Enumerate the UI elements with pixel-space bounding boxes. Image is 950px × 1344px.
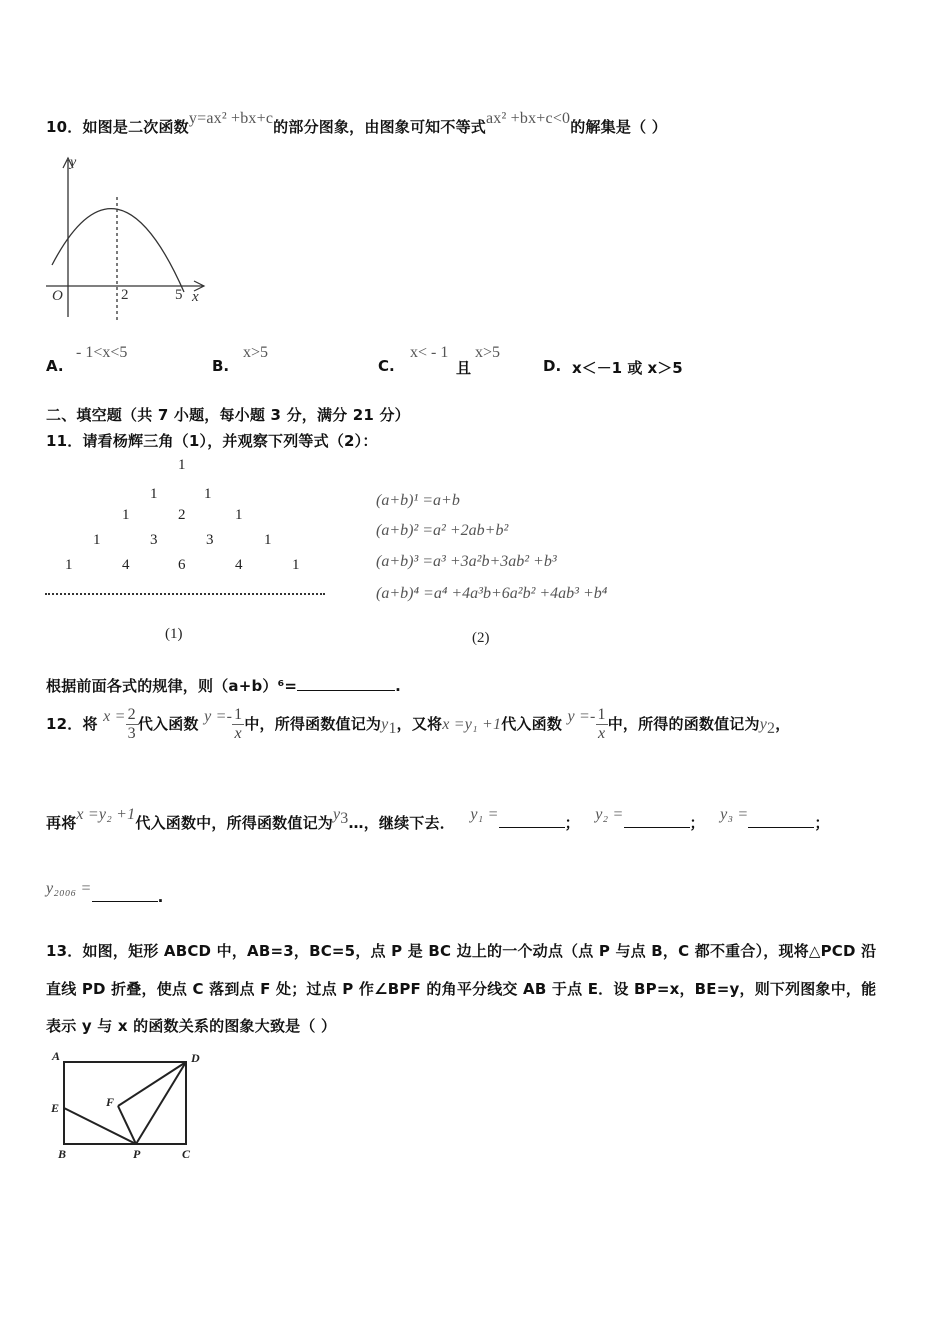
triangle-cell: 3 [150,532,158,548]
svg-text:A: A [52,1049,61,1063]
svg-text:O: O [52,288,63,304]
q11-question-text: 根据前面各式的规律，则（a+b）⁶= [46,677,298,695]
subscript: 2 [767,720,776,737]
q12-number: 12． [46,715,83,733]
math-substitution: x =y₁ +1 [442,716,502,733]
triangle-cell: 1 [178,457,186,473]
answer-y2-label: y₂ = [595,806,624,823]
q11-answer-blank[interactable] [297,690,395,691]
triangle-cell: 4 [122,557,130,573]
equation-line: (a+b)² =a² +2ab+b² [376,522,509,539]
q13-line1: 13．如图，矩形 ABCD 中，AB=3，BC=5，点 P 是 BC 边上的一个动点（点 P 与点 B，C 都不重合），现将△PCD 沿 [46,942,877,960]
q10-option-a-value: - 1<x<5 [76,344,128,361]
svg-text:5: 5 [175,287,183,303]
math-substitution: x =y₂ +1 [76,806,136,823]
triangle-cell: 1 [204,486,212,502]
triangle-cell: 1 [65,557,73,573]
triangle-cell: 1 [93,532,101,548]
q10-option-b-value: x>5 [243,344,269,361]
equation-line: (a+b)³ =a³ +3a²b+3ab² +b³ [376,553,557,570]
svg-text:C: C [182,1147,191,1161]
fraction-two-thirds: $\frac{2}{3}$ [127,706,136,742]
q10-parabola-graph [44,152,214,322]
q10-text: 的解集是（ ） [570,118,667,136]
svg-text:B: B [58,1147,67,1161]
q13-line3: 表示 y 与 x 的函数关系的图象大致是（ ） [46,1017,337,1035]
svg-text:F: F [106,1095,115,1109]
triangle-cell: 3 [206,532,214,548]
math-y-eq: y =- [567,708,596,725]
q11-text: 请看杨辉三角（1），并观察下列等式（2）： [82,432,378,450]
q12-text: ， [775,715,791,733]
q10-text: 如图是二次函数 [82,118,189,136]
q12-line2 [46,806,830,837]
q12-line3 [46,880,164,907]
answer-y2006-blank[interactable] [92,901,158,902]
answer-y1-label: y₁ = [470,806,499,823]
semicolon: ； [564,814,580,832]
svg-text:2: 2 [121,287,129,303]
triangle-cell: 6 [178,557,186,573]
q12-text: 中，所得的函数值记为 [607,715,760,733]
math-y3: y [332,806,341,823]
q10-option-d-value: x＜－1 或 x＞5 [572,359,683,377]
q10-option-b-label[interactable]: B. [212,357,230,375]
math-y-eq: y =- [204,708,233,725]
q10-option-c-value-b: x>5 [475,344,501,361]
triangle-cell: 1 [292,557,300,573]
answer-y2006-label: y₂₀₀₆ = [46,880,92,897]
q12-text: …，继续下去． [348,814,455,832]
q12-line1 [46,706,790,743]
q11-stem [46,430,378,451]
q10-function: y=ax² +bx+c [188,110,274,127]
answer-y1-blank[interactable] [499,827,565,828]
q10-option-c-label[interactable]: C. [378,357,395,375]
section-heading: 二、填空题（共 7 小题，每小题 3 分，满分 21 分） [46,406,410,424]
fraction-one-over-x: $\frac{1}{x}$ [597,706,606,742]
q12-text: 中，所得函数值记为 [244,715,382,733]
answer-y3-label: y₃ = [720,806,749,823]
answer-y3-blank[interactable] [748,827,814,828]
q10-option-d-label[interactable]: D. [543,357,562,375]
q10-option-a-label[interactable]: A. [46,357,64,375]
math-y1: y [381,716,389,733]
answer-y2-blank[interactable] [624,827,690,828]
q12-text: 将 [82,715,98,733]
q10-stem [46,110,667,137]
q10-option-c-joiner: 且 [456,359,472,377]
triangle-cell: 1 [264,532,272,548]
period: . [157,888,164,906]
q11-question [46,675,401,696]
triangle-cell: 2 [178,507,186,523]
math-x-eq: x = [103,708,126,725]
period: . [395,677,402,695]
subscript: 3 [340,810,349,827]
triangle-continuation-dots [45,593,325,595]
triangle-caption: (1) [165,626,183,642]
q10-inequality: ax² +bx+c<0 [485,110,571,127]
equation-line: (a+b)¹ =a+b [376,492,460,509]
q12-text: 代入函数中，所得函数值记为 [135,814,333,832]
subscript: 1 [388,720,397,737]
q10-option-c-value-a: x< - 1 [410,344,449,361]
q12-text: ，又将 [396,715,443,733]
triangle-cell: 1 [122,507,130,523]
q10-text: 的部分图象，由图象可知不等式 [273,118,486,136]
svg-text:y: y [70,155,77,170]
q10-number: 10． [46,118,83,136]
svg-text:P: P [133,1147,141,1161]
triangle-cell: 1 [150,486,158,502]
svg-text:D: D [191,1051,200,1065]
svg-text:E: E [51,1101,60,1115]
q13-line2: 直线 PD 折叠，使点 C 落到点 F 处；过点 P 作∠BPF 的角平分线交 AB 于点 E．设 BP=x，BE=y，则下列图象中，能 [46,980,877,998]
q12-text: 再将 [46,814,77,832]
svg-text:x: x [192,289,199,305]
triangle-cell: 1 [235,507,243,523]
semicolon: ； [689,814,705,832]
semicolon: ； [814,814,830,832]
q12-text: 代入函数 [501,715,563,733]
triangle-cell: 4 [235,557,243,573]
fraction-one-over-x: $\frac{1}{x}$ [234,706,243,742]
q13-rectangle-figure [44,1048,214,1163]
q12-text: 代入函数 [137,715,199,733]
equations-caption: (2) [472,630,490,646]
q11-number: 11． [46,432,83,450]
math-y2: y [759,716,768,733]
equation-line: (a+b)⁴ =a⁴ +4a³b+6a²b² +4ab³ +b⁴ [376,585,608,602]
